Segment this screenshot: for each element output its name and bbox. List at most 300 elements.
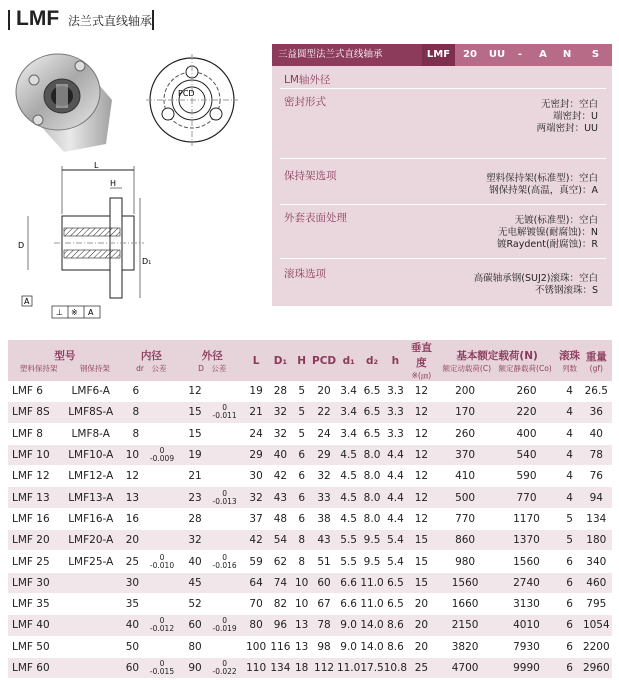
table-cell: 15 <box>181 423 206 444</box>
col-d1: d₁ <box>337 340 360 381</box>
table-cell: 1170 <box>495 508 559 529</box>
table-cell: 54 <box>269 530 292 551</box>
table-cell: 8.0 <box>360 444 383 465</box>
table-cell: 410 <box>436 466 495 487</box>
table-cell: LMF 6 <box>8 381 60 402</box>
table-cell <box>143 381 181 402</box>
table-cell: 6 <box>292 466 311 487</box>
table-cell: 12 <box>181 381 206 402</box>
table-cell <box>206 572 244 593</box>
table-cell <box>143 466 181 487</box>
table-cell: 8 <box>122 402 143 423</box>
table-cell: 1660 <box>436 593 495 614</box>
option-text: 无电解镀镍(耐腐蚀)：N <box>497 227 598 238</box>
code-seal: UU <box>488 49 506 60</box>
table-cell: 6.5 <box>360 402 383 423</box>
table-cell: 48 <box>269 508 292 529</box>
table-cell: 14.0 <box>360 615 383 636</box>
table-cell: 32 <box>311 466 337 487</box>
table-cell: 9.0 <box>337 615 360 636</box>
table-cell: 4010 <box>495 615 559 636</box>
table-cell: 70 <box>244 593 269 614</box>
code-series: LMF <box>422 44 455 66</box>
table-cell: 4 <box>559 487 581 508</box>
option-text: 钢保持架(高温，真空)：A <box>489 185 598 196</box>
spec-table <box>8 340 612 679</box>
table-cell: 5.4 <box>384 551 407 572</box>
table-cell: LMF20-A <box>60 530 122 551</box>
table-cell: 32 <box>244 487 269 508</box>
table-cell: 21 <box>244 402 269 423</box>
table-cell: 1560 <box>436 572 495 593</box>
table-cell: 20 <box>311 381 337 402</box>
table-cell: 8 <box>292 530 311 551</box>
table-cell: 6.5 <box>384 572 407 593</box>
table-cell: 134 <box>269 657 292 678</box>
table-cell: 94 <box>581 487 612 508</box>
table-cell: 15 <box>407 530 436 551</box>
table-cell: 10 <box>292 572 311 593</box>
table-cell: 20 <box>407 593 436 614</box>
table-cell <box>143 402 181 423</box>
svg-text:D₁: D₁ <box>142 257 152 266</box>
table-row <box>8 508 612 529</box>
panel-title: 三益圆型法兰式直线轴承 <box>272 44 422 66</box>
col-H: H <box>292 340 311 381</box>
table-cell: 0 -0.009 <box>143 444 181 465</box>
table-cell: 8.0 <box>360 487 383 508</box>
pcd-label: PCD <box>178 89 195 98</box>
table-cell: 50 <box>122 636 143 657</box>
title-bar-right <box>152 10 154 30</box>
table-cell: 4700 <box>436 657 495 678</box>
table-cell: 4 <box>559 444 581 465</box>
table-cell: 220 <box>495 402 559 423</box>
table-cell: 42 <box>244 530 269 551</box>
table-cell: LMF 60 <box>8 657 60 678</box>
table-cell: LMF 16 <box>8 508 60 529</box>
table-cell: 45 <box>181 572 206 593</box>
table-cell: 6 <box>559 636 581 657</box>
section-title: 密封形式 <box>284 96 326 108</box>
table-cell: 98 <box>311 636 337 657</box>
col-weight: 重量 (gf) <box>581 340 612 381</box>
table-cell: 25 <box>122 551 143 572</box>
table-cell: 4.5 <box>337 487 360 508</box>
table-cell: 12 <box>407 487 436 508</box>
col-inner: 内径 dr 公差 <box>122 340 181 381</box>
table-cell: 4 <box>559 466 581 487</box>
table-cell: 15 <box>181 402 206 423</box>
table-cell: 19 <box>244 381 269 402</box>
table-cell: 200 <box>436 381 495 402</box>
option-text: 不锈钢滚珠：S <box>534 285 598 296</box>
table-cell: 980 <box>436 551 495 572</box>
table-cell: 28 <box>181 508 206 529</box>
table-row <box>8 657 612 678</box>
table-cell: LMF 35 <box>8 593 60 614</box>
table-cell: 6.5 <box>360 381 383 402</box>
table-cell: 11.0 <box>337 657 360 678</box>
table-cell: LMF8S-A <box>60 402 122 423</box>
option-text: 端密封：U <box>553 111 598 122</box>
table-cell: 64 <box>244 572 269 593</box>
table-cell <box>206 636 244 657</box>
table-cell: 33 <box>311 487 337 508</box>
table-row <box>8 402 612 423</box>
table-cell: 15 <box>407 572 436 593</box>
table-row <box>8 615 612 636</box>
table-cell: 460 <box>581 572 612 593</box>
table-cell: LMF12-A <box>60 466 122 487</box>
table-cell <box>206 530 244 551</box>
table-cell: 770 <box>495 487 559 508</box>
table-cell: 38 <box>311 508 337 529</box>
table-cell <box>143 423 181 444</box>
table-cell: 3130 <box>495 593 559 614</box>
table-cell: 540 <box>495 444 559 465</box>
table-cell: 20 <box>407 615 436 636</box>
table-cell: 340 <box>581 551 612 572</box>
table-row <box>8 381 612 402</box>
section-title: LM轴外径 <box>284 74 331 86</box>
table-cell: 25 <box>407 657 436 678</box>
table-cell: 52 <box>181 593 206 614</box>
table-cell: 20 <box>122 530 143 551</box>
col-D1: D₁ <box>269 340 292 381</box>
table-cell: 4.4 <box>384 444 407 465</box>
table-cell: 90 <box>181 657 206 678</box>
table-cell: 42 <box>269 466 292 487</box>
table-cell <box>143 572 181 593</box>
section-title: 保持架选项 <box>284 170 337 182</box>
table-cell: 5 <box>559 530 581 551</box>
series-code: LMF <box>16 7 60 30</box>
table-cell: 13 <box>292 615 311 636</box>
code-dash: - <box>517 49 523 60</box>
table-cell: 6 <box>292 487 311 508</box>
table-cell: LMF 30 <box>8 572 60 593</box>
table-cell: 6 <box>559 615 581 636</box>
table-cell: 3.3 <box>384 423 407 444</box>
table-cell: 12 <box>407 444 436 465</box>
col-h: h <box>384 340 407 381</box>
table-row <box>8 572 612 593</box>
table-cell: 7930 <box>495 636 559 657</box>
table-cell: 6 <box>559 593 581 614</box>
table-row <box>8 487 612 508</box>
table-cell: 40 <box>181 551 206 572</box>
table-cell: 32 <box>181 530 206 551</box>
table-cell: 32 <box>269 423 292 444</box>
table-cell: 14.0 <box>360 636 383 657</box>
table-cell: 5.5 <box>337 551 360 572</box>
table-cell: 4.4 <box>384 487 407 508</box>
table-cell: 60 <box>122 657 143 678</box>
table-cell: 13 <box>292 636 311 657</box>
table-cell: 80 <box>181 636 206 657</box>
table-cell: 8 <box>292 551 311 572</box>
table-cell: 29 <box>311 444 337 465</box>
table-cell: 0 -0.019 <box>206 615 244 636</box>
table-cell <box>60 636 122 657</box>
table-cell <box>143 530 181 551</box>
table-cell <box>206 381 244 402</box>
table-cell <box>206 508 244 529</box>
table-cell: 9990 <box>495 657 559 678</box>
table-cell: 0 -0.013 <box>206 487 244 508</box>
table-cell: 10 <box>122 444 143 465</box>
table-cell: 12 <box>407 466 436 487</box>
table-cell: LMF 10 <box>8 444 60 465</box>
table-cell: 4.5 <box>337 466 360 487</box>
svg-text:A: A <box>88 308 94 317</box>
svg-text:H: H <box>110 179 117 188</box>
table-cell: 6 <box>559 572 581 593</box>
table-cell <box>143 487 181 508</box>
svg-text:⊥: ⊥ <box>56 308 63 317</box>
code-ball: S <box>591 49 600 60</box>
table-cell: 0 -0.022 <box>206 657 244 678</box>
table-cell: 4.4 <box>384 466 407 487</box>
table-cell: 59 <box>244 551 269 572</box>
section-drawing <box>14 162 164 322</box>
table-row <box>8 466 612 487</box>
table-cell: 0 -0.016 <box>206 551 244 572</box>
table-cell: 6.6 <box>337 572 360 593</box>
table-cell: 12 <box>407 381 436 402</box>
front-view-drawing <box>140 52 250 152</box>
table-cell: 6.5 <box>360 423 383 444</box>
table-cell: 35 <box>122 593 143 614</box>
table-cell: LMF10-A <box>60 444 122 465</box>
table-cell: 116 <box>269 636 292 657</box>
table-cell: 1560 <box>495 551 559 572</box>
table-cell: LMF13-A <box>60 487 122 508</box>
table-cell: 8.0 <box>360 508 383 529</box>
table-cell: 6.6 <box>337 593 360 614</box>
table-cell: 2740 <box>495 572 559 593</box>
table-cell: 770 <box>436 508 495 529</box>
table-cell: 11.0 <box>360 572 383 593</box>
table-cell: 6 <box>292 508 311 529</box>
table-cell: 12 <box>407 402 436 423</box>
table-cell: 24 <box>244 423 269 444</box>
code-size: 20 <box>463 49 477 60</box>
table-cell: 8.6 <box>384 615 407 636</box>
table-cell: 78 <box>311 615 337 636</box>
col-model: 型号 塑料保持架 钢保持架 <box>8 340 122 381</box>
table-cell <box>206 466 244 487</box>
table-cell: 2200 <box>581 636 612 657</box>
table-cell: 6 <box>292 444 311 465</box>
table-cell: 400 <box>495 423 559 444</box>
table-cell: 17.5 <box>360 657 383 678</box>
table-cell: 5 <box>292 402 311 423</box>
table-cell: 20 <box>407 636 436 657</box>
table-cell: 100 <box>244 636 269 657</box>
table-cell: LMF 13 <box>8 487 60 508</box>
table-cell: 78 <box>581 444 612 465</box>
table-cell: 40 <box>269 444 292 465</box>
table-cell: 1054 <box>581 615 612 636</box>
table-cell <box>143 593 181 614</box>
table-cell: 16 <box>122 508 143 529</box>
table-cell: 112 <box>311 657 337 678</box>
col-perpendicularity: 垂直度 ※(㎛) <box>407 340 436 381</box>
table-cell: 9.5 <box>360 551 383 572</box>
table-cell: 12 <box>122 466 143 487</box>
table-cell: 795 <box>581 593 612 614</box>
svg-text:L: L <box>94 162 99 170</box>
table-cell: 40 <box>581 423 612 444</box>
option-text: 无密封：空白 <box>540 99 598 110</box>
code-retainer: A <box>539 49 547 60</box>
table-cell: 170 <box>436 402 495 423</box>
table-row <box>8 636 612 657</box>
table-cell: 19 <box>181 444 206 465</box>
table-cell: 4 <box>559 381 581 402</box>
table-cell: 51 <box>311 551 337 572</box>
table-cell: 6 <box>559 657 581 678</box>
table-cell: 134 <box>581 508 612 529</box>
option-text: 无镀(标准型)：空白 <box>514 215 598 226</box>
table-cell: LMF25-A <box>60 551 122 572</box>
svg-text:D: D <box>18 241 25 250</box>
table-cell: 3.4 <box>337 381 360 402</box>
table-cell: 11.0 <box>360 593 383 614</box>
table-row <box>8 444 612 465</box>
table-cell: 36 <box>581 402 612 423</box>
col-L: L <box>244 340 269 381</box>
col-outer: 外径 D 公差 <box>181 340 244 381</box>
table-cell: LMF16-A <box>60 508 122 529</box>
table-cell: 3.3 <box>384 381 407 402</box>
table-cell: 500 <box>436 487 495 508</box>
table-cell: 18 <box>292 657 311 678</box>
col-d2: d₂ <box>360 340 383 381</box>
table-cell: 370 <box>436 444 495 465</box>
table-cell: 1370 <box>495 530 559 551</box>
table-cell <box>60 572 122 593</box>
product-photo <box>8 40 128 158</box>
table-cell: 8.0 <box>360 466 383 487</box>
table-cell: 3820 <box>436 636 495 657</box>
table-cell: LMF 40 <box>8 615 60 636</box>
table-cell: 3.4 <box>337 402 360 423</box>
table-cell <box>60 615 122 636</box>
table-cell: 10 <box>292 593 311 614</box>
col-PCD: PCD <box>311 340 337 381</box>
table-cell <box>206 423 244 444</box>
table-cell: 4.5 <box>337 444 360 465</box>
table-row <box>8 423 612 444</box>
table-cell: 60 <box>311 572 337 593</box>
table-cell: 4.4 <box>384 508 407 529</box>
table-cell: 26.5 <box>581 381 612 402</box>
table-cell: 23 <box>181 487 206 508</box>
table-cell: 3.3 <box>384 402 407 423</box>
table-cell: 9.5 <box>360 530 383 551</box>
col-ball-rows: 滚珠 列数 <box>559 340 581 381</box>
table-cell: 60 <box>181 615 206 636</box>
table-cell: 4.5 <box>337 508 360 529</box>
table-cell: 0 -0.010 <box>143 551 181 572</box>
table-cell: 0 -0.015 <box>143 657 181 678</box>
table-cell <box>60 657 122 678</box>
table-cell <box>206 593 244 614</box>
title-bar-left <box>8 10 10 30</box>
option-text: 塑料保持架(标准型)：空白 <box>486 173 598 184</box>
table-cell: 43 <box>311 530 337 551</box>
table-cell: 0 -0.011 <box>206 402 244 423</box>
table-cell: 860 <box>436 530 495 551</box>
svg-text:A: A <box>24 297 30 306</box>
table-cell: 37 <box>244 508 269 529</box>
table-cell: LMF 25 <box>8 551 60 572</box>
table-cell: 180 <box>581 530 612 551</box>
option-text: 两端密封：UU <box>536 123 598 134</box>
table-cell: 43 <box>269 487 292 508</box>
table-cell: 30 <box>244 466 269 487</box>
table-cell: 28 <box>269 381 292 402</box>
table-cell: 62 <box>269 551 292 572</box>
table-cell: 110 <box>244 657 269 678</box>
model-code-header <box>272 44 612 66</box>
table-cell: 5 <box>292 381 311 402</box>
svg-text:※: ※ <box>71 308 78 317</box>
table-cell: 5 <box>559 508 581 529</box>
table-cell: 82 <box>269 593 292 614</box>
table-cell: LMF 8 <box>8 423 60 444</box>
table-cell: 260 <box>495 381 559 402</box>
table-cell: 30 <box>122 572 143 593</box>
table-cell: 13 <box>122 487 143 508</box>
table-cell: 29 <box>244 444 269 465</box>
table-row <box>8 593 612 614</box>
table-cell: 10.8 <box>384 657 407 678</box>
option-text: 高碳轴承钢(SUJ2)滚珠：空白 <box>473 273 598 284</box>
table-cell: 6.5 <box>384 593 407 614</box>
table-cell: 2960 <box>581 657 612 678</box>
table-cell: 260 <box>436 423 495 444</box>
table-cell: 5.4 <box>384 530 407 551</box>
option-text: 镀Raydent(耐腐蚀)：R <box>497 239 598 250</box>
table-cell: LMF 20 <box>8 530 60 551</box>
table-row <box>8 530 612 551</box>
table-cell: 76 <box>581 466 612 487</box>
table-cell: 67 <box>311 593 337 614</box>
table-cell: LMF 12 <box>8 466 60 487</box>
table-cell: LMF6-A <box>60 381 122 402</box>
table-cell: 8 <box>122 423 143 444</box>
table-cell: 24 <box>311 423 337 444</box>
table-cell <box>143 636 181 657</box>
table-cell: 12 <box>407 508 436 529</box>
table-cell: 8.6 <box>384 636 407 657</box>
table-cell: 6 <box>122 381 143 402</box>
table-cell <box>206 444 244 465</box>
section-title: 滚珠选项 <box>284 268 326 280</box>
table-cell: LMF8-A <box>60 423 122 444</box>
col-load: 基本额定载荷(N) 额定动载荷(C) 额定静载荷(Co) <box>436 340 559 381</box>
table-cell: LMF 8S <box>8 402 60 423</box>
table-cell: 21 <box>181 466 206 487</box>
table-cell: 32 <box>269 402 292 423</box>
table-cell: 590 <box>495 466 559 487</box>
table-cell: 6 <box>559 551 581 572</box>
table-cell: LMF 50 <box>8 636 60 657</box>
